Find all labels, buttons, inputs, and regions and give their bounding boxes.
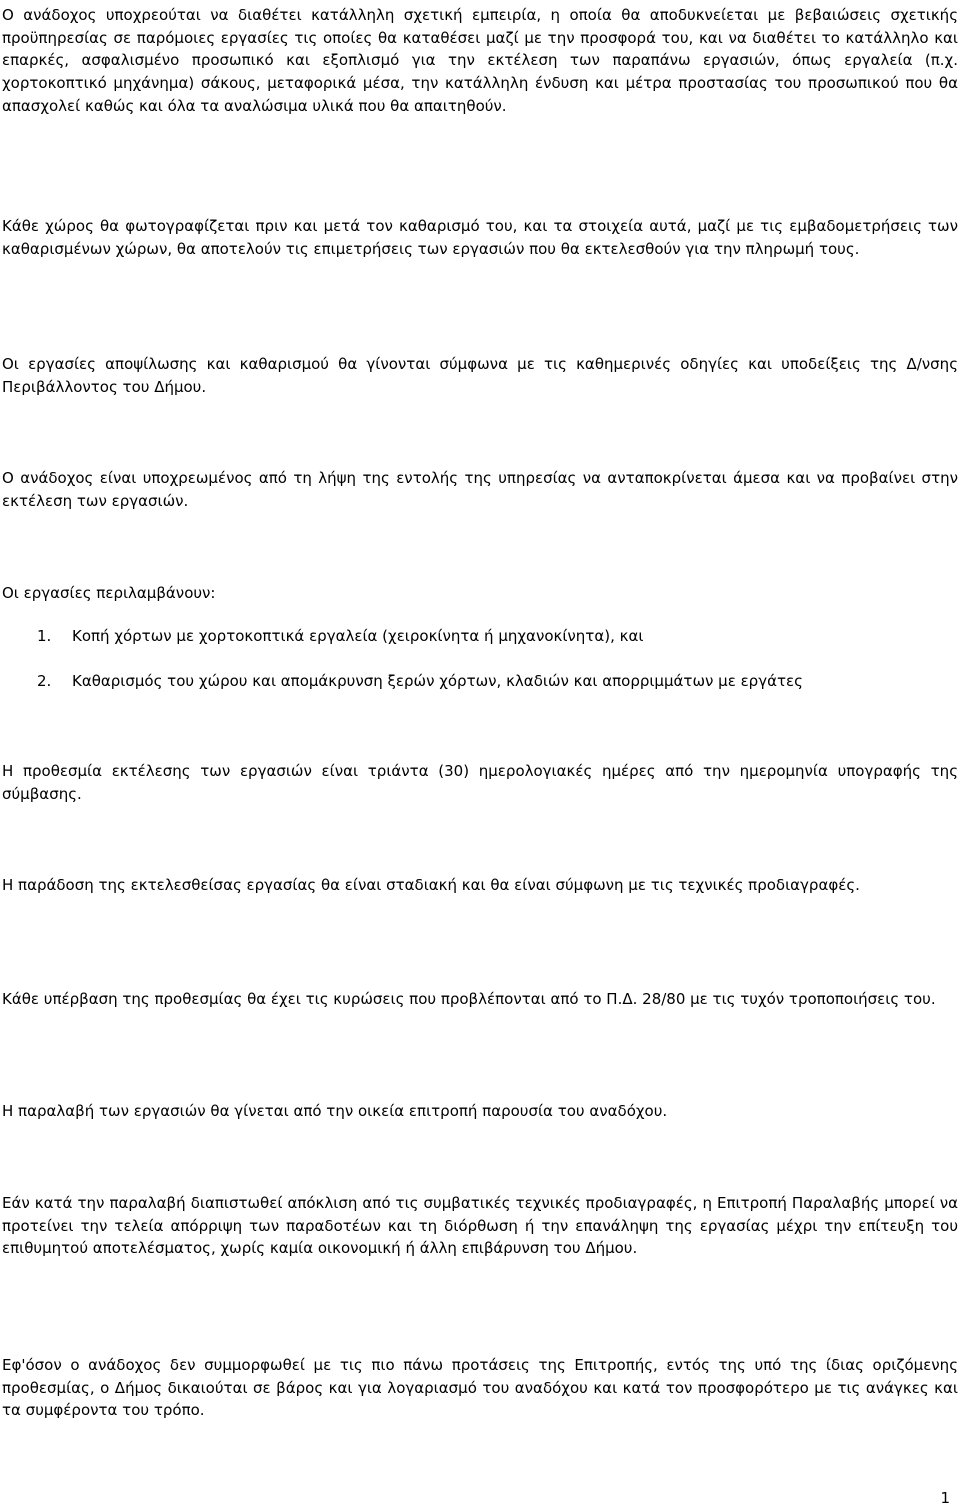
list-item [2,670,958,693]
paragraph-instructions: Οι εργασίες αποψίλωσης και καθαρισμού θα γίνονται σύμφωνα με τις καθημερινές οδηγίες και υποδείξεις της Δ/νσης Περιβάλλοντος του Δήμου. [2,355,958,396]
paragraph-works-include: Οι εργασίες περιλαμβάνουν: [2,584,216,602]
list-item [2,625,958,648]
list-text: Καθαρισμός του χώρου και απομάκρυνση ξερών χόρτων, κλαδιών και απορριμμάτων με εργάτες [72,672,803,690]
paragraph-deviation: Εάν κατά την παραλαβή διαπιστωθεί απόκλιση από τις συμβατικές τεχνικές προδιαγραφές, η Επιτροπή Παραλαβής μπορεί να προτείνει την τελεία απόρριψη των παραδοτέων και τη διόρθωση ή την επανάληψη της εργασίας μέχρι την επίτευξη του επιθυμητού αποτελέσματος, χωρίς καμία οικονομική ή άλλη επιβάρυνση του Δήμου. [2,1194,958,1258]
paragraph-penalties: Κάθε υπέρβαση της προθεσμίας θα έχει τις κυρώσεις που προβλέπονται από το Π.Δ. 28/80 με τις τυχόν τροποποιήσεις του. [2,990,936,1008]
list-number: 2. [37,672,52,690]
page-number: 1 [940,1489,950,1507]
paragraph-photography: Κάθε χώρος θα φωτογραφίζεται πριν και μετά τον καθαρισμό του, και τα στοιχεία αυτά, μαζί με τις εμβαδομετρήσεις των καθαρισμένων χώρων, θα αποτελούν τις επιμετρήσεις των εργασιών που θα εκτελεσθούν για την πληρωμή τους. [2,217,958,258]
list-text: Κοπή χόρτων με χορτοκοπτικά εργαλεία (χειροκίνητα ή μηχανοκίνητα), και [72,627,644,645]
paragraph-delivery: Η παράδοση της εκτελεσθείσας εργασίας θα είναι σταδιακή και θα είναι σύμφωνη με τις τεχνικές προδιαγραφές. [2,876,860,894]
paragraph-response: Ο ανάδοχος είναι υποχρεωμένος από τη λήψη της εντολής της υπηρεσίας να ανταποκρίνεται άμεσα και να προβαίνει στην εκτέλεση των εργασιών. [2,469,958,510]
paragraph-acceptance: Η παραλαβή των εργασιών θα γίνεται από την οικεία επιτροπή παρουσία του αναδόχου. [2,1102,668,1120]
paragraph-contractor-experience: Ο ανάδοχος υποχρεούται να διαθέτει κατάλληλη σχετική εμπειρία, η οποία θα αποδυκνείεται με βεβαιώσεις σχετικής προϋπηρεσίας σε παρόμοιες εργασίες τις οποίες θα καταθέσει μαζί με την προσφορά του, και να διαθέτει το κατάλληλο και επαρκές, ασφαλισμένο προσωπικό και εξοπλισμό για την εκτέλεση των παραπάνω εργασιών, όπως εργαλεία (π.χ. χορτοκοπτικό μηχάνημα) σάκους, μεταφορικά μέσα, την κατάλληλη ένδυση και μέτρα προστασίας του προσωπικού που θα απασχολεί καθώς και όλα τα αναλώσιμα υλικά που θα απαιτηθούν. [2,6,958,115]
list-number: 1. [37,627,52,645]
paragraph-non-compliance: Εφ'όσον ο ανάδοχος δεν συμμορφωθεί με τις πιο πάνω προτάσεις της Επιτροπής, εντός της υπό της ίδιας οριζόμενης προθεσμίας, ο Δήμος δικαιούται σε βάρος και για λογαριασμό του αναδόχου και κατά τον προσφορότερο με τις ανάγκες και τα συμφέροντα του τρόπο. [2,1356,958,1420]
paragraph-deadline: Η προθεσμία εκτέλεσης των εργασιών είναι τριάντα (30) ημερολογιακές ημέρες από την ημερομηνία υπογραφής της σύμβασης. [2,762,958,803]
